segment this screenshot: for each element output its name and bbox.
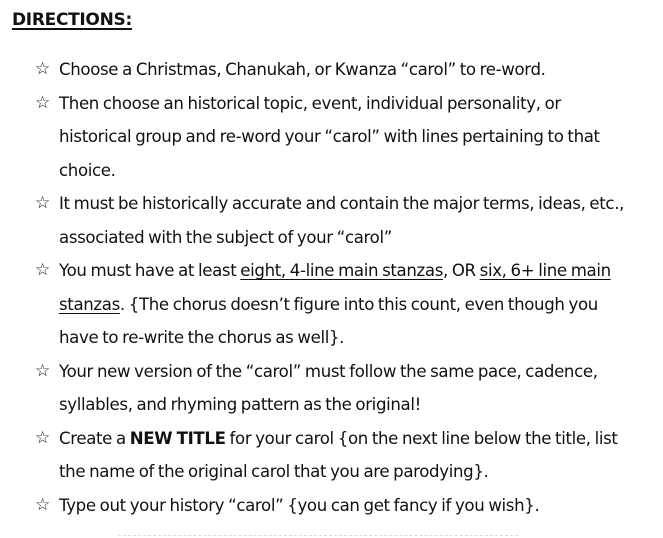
- list-item: [0, 53, 663, 87]
- item-text: Your new version of the “carol” must follow the same pace, cadence, syllables, and rhyming pattern as the original!: [59, 361, 598, 414]
- list-item: [0, 254, 663, 355]
- star-bullet-icon: ☆: [35, 427, 50, 448]
- item-text: Type out your history “carol” {you can get fancy if you wish}.: [59, 495, 540, 515]
- list-item: [0, 87, 663, 188]
- star-bullet-icon: ☆: [35, 92, 50, 113]
- list-item: [0, 187, 663, 254]
- directions-list: [0, 53, 663, 522]
- item-text-pre: Create a: [59, 428, 130, 448]
- star-bullet-icon: ☆: [35, 260, 50, 280]
- item-text-mid: , OR: [442, 261, 480, 280]
- star-bullet-icon: ☆: [35, 193, 50, 213]
- directions-heading: DIRECTIONS:: [12, 10, 132, 30]
- stanza-requirement-a: eight, 4-line main stanzas: [240, 261, 443, 280]
- star-bullet-icon: ☆: [35, 360, 50, 381]
- new-title-emphasis: NEW TITLE: [129, 428, 226, 448]
- item-text-post: . {The chorus doesn’t figure into this count, even though you have to re-write the chorus as well}.: [59, 294, 598, 347]
- item-text-pre: You must have at least: [59, 261, 241, 280]
- star-bullet-icon: ☆: [35, 59, 50, 79]
- list-item: [0, 355, 663, 422]
- item-text: Then choose an historical topic, event, individual personality, or historical group and re-word your “carol” with lines pertaining to that choice.: [59, 93, 600, 180]
- bottom-divider: [118, 535, 518, 537]
- item-text: Choose a Christmas, Chanukah, or Kwanza “carol” to re-word.: [59, 60, 546, 79]
- stanza-requirement-b: six, 6+ line main stanzas: [59, 261, 611, 314]
- list-item: [0, 489, 663, 523]
- item-text-post: for your carol {on the next line below the title, list the name of the original carol that you are parodying}.: [59, 428, 618, 481]
- item-text: It must be historically accurate and contain the major terms, ideas, etc., associated with the subject of your “carol”: [59, 194, 625, 247]
- list-item: [0, 422, 663, 489]
- star-bullet-icon: ☆: [35, 494, 50, 515]
